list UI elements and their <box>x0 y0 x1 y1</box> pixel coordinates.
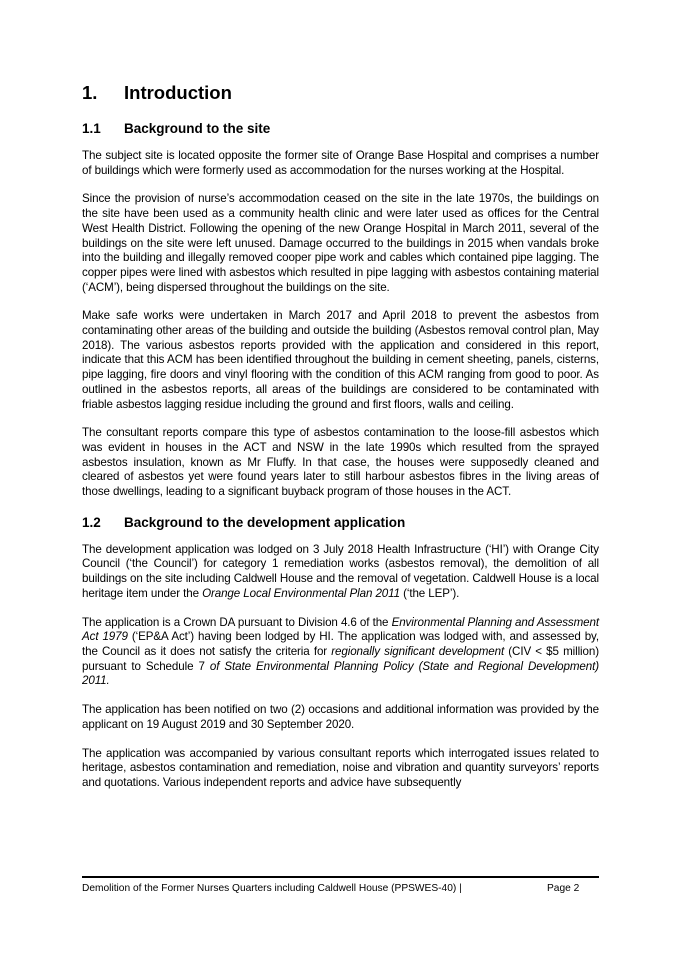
paragraph: Since the provision of nurse’s accommodation ceased on the site in the late 1970s, the buildings on the site have been used as a community health clinic and were later used as offices for the Central West Health District. Following the opening of the new Orange Hospital in March 2011, several of the buildings on the site were left unused. Damage occurred to the buildings in 2015 when vandals broke into the building and illegally removed cooper pipe work and cables which contained pipe lagging. The copper pipes were lined with asbestos which resulted in pipe lagging with asbestos containing material (‘ACM’), being dispersed throughout the buildings on the site. <box>82 192 599 294</box>
footer-document-title: Demolition of the Former Nurses Quarters including Caldwell House (PPSWES-40) | <box>82 883 462 894</box>
subsection-title: Background to the development application <box>124 514 406 530</box>
paragraph <box>82 616 599 690</box>
document-page <box>82 82 599 805</box>
paragraph: The application was accompanied by various consultant reports which interrogated issues related to heritage, asbestos contamination and remediation, noise and vibration and quantity surveyors’ reports and quotations. Various independent reports and advice have subsequently <box>82 746 599 789</box>
criteria-term: regionally significant development <box>331 644 505 658</box>
subsection-title: Background to the site <box>124 121 271 136</box>
paragraph: The application has been notified on two (2) occasions and additional information was provided by the applicant on 19 August 2019 and 30 September 2020. <box>82 703 599 731</box>
paragraph-text: The application is a Crown DA pursuant to Division 4.6 of the <box>82 615 392 629</box>
paragraph <box>82 543 599 602</box>
page-footer <box>82 876 599 895</box>
subsection-heading-1-2 <box>82 514 599 531</box>
legislation-title: Orange Local Environmental Plan 2011 <box>202 586 400 600</box>
paragraph: The subject site is located opposite the former site of Orange Base Hospital and comprises a number of buildings which were formerly used as accommodation for the nurses working at the Hospital. <box>82 149 599 177</box>
section-heading <box>82 82 599 104</box>
paragraph: Make safe works were undertaken in March 2017 and April 2018 to prevent the asbestos from contaminating other areas of the building and outside the building (Asbestos removal control plan, May 2018). The various asbestos reports provided with the application and considered in this report, indicate that this ACM has been identified throughout the building in cement sheeting, panels, cisterns, pipe lagging, fire doors and vinyl flooring with the condition of this ACM ranging from good to poor. As outlined in the asbestos reports, all areas of the buildings are considered to be contaminated with friable asbestos lagging residue including the ground and first floors, walls and ceiling. <box>82 309 599 411</box>
paragraph-text: (CIV < $5 million) pursuant to Schedule 7 <box>82 644 599 673</box>
paragraph-text: The development application was lodged on 3 July 2018 Health Infrastructure (‘HI’) with Orange City Council (‘the Council’) for category 1 remediation works (asbestos removal), the demolition of all buildings on the site including Caldwell House and the removal of vegetation. Caldwell House is a local heritage item under the <box>82 542 599 600</box>
paragraph-text: (‘EP&A Act’) having been lodged by HI. The application was lodged with, and assessed by, the Council as it does not satisfy the criteria for <box>82 630 599 658</box>
legislation-title: of State Environmental Planning Policy (State and Regional Development) 2011. <box>82 659 600 688</box>
section-title: Introduction <box>124 82 232 103</box>
legislation-title: Environmental Planning and Assessment Act 1979 <box>82 615 599 644</box>
footer-page-number: Page 2 <box>547 883 580 894</box>
subsection-number: 1.2 <box>82 514 101 530</box>
subsection-number: 1.1 <box>82 121 101 136</box>
subsection-heading-1-1 <box>82 120 599 137</box>
paragraph-text: (‘the LEP’). <box>399 586 460 600</box>
paragraph: The consultant reports compare this type of asbestos contamination to the loose-fill asbestos which was evident in houses in the ACT and NSW in the late 1990s which resulted from the sprayed asbestos insulation, known as Mr Fluffy. In that case, the houses were supposedly cleaned and cleared of asbestos yet were found years later to still harbour asbestos fibres in the living areas of those dwellings, leading to a significant buyback program of those houses in the ACT. <box>82 426 599 499</box>
section-number: 1. <box>82 82 98 103</box>
